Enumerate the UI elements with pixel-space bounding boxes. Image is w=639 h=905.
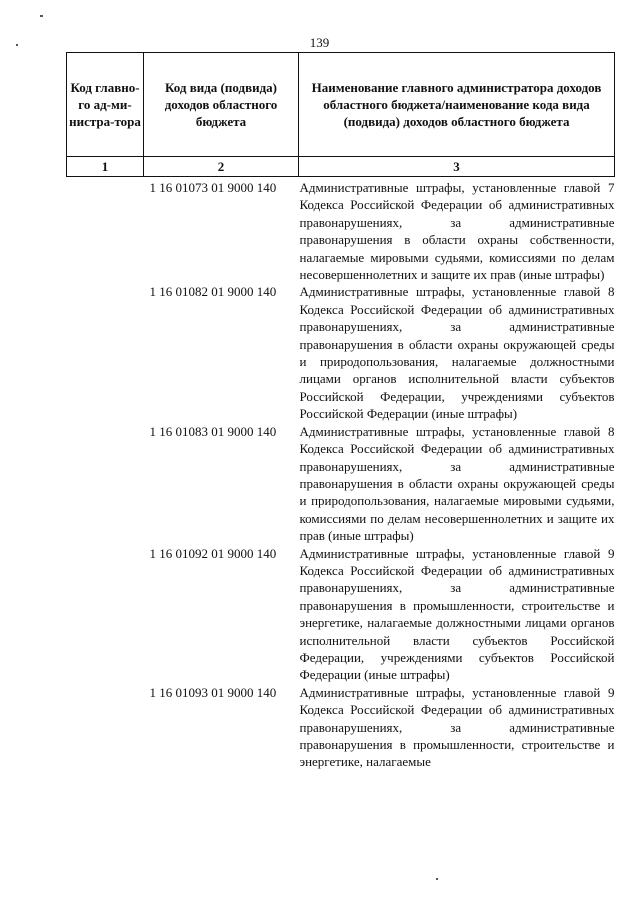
table-body (67, 177, 615, 771)
header-name: Наименование главного администратора доходов областного бюджета/наименование кода вида (подвида) доходов областного бюджета (299, 53, 615, 157)
admin-code-cell (67, 283, 144, 422)
column-number: 3 (299, 157, 615, 177)
revenue-name-cell: Административные штрафы, установленные главой 8 Кодекса Российской Федерации об административных правонарушениях, за административные правонарушения в области охраны окружающей среды и природопользования, налагаемые должностными лицами органов исполнительной власти субъектов Российской Федерации, учреждениями субъектов Российской Федерации (иные штрафы) (299, 284, 615, 422)
table-header (67, 53, 615, 177)
table-row (67, 177, 615, 284)
revenue-name-cell: Административные штрафы, установленные главой 8 Кодекса Российской Федерации об административных правонарушениях, за административные правонарушения в области охраны окружающей среды и природопользования, налагаемые мировыми судьями, комиссиями по делам несовершеннолетних и защите их прав (иные штрафы) (299, 423, 615, 544)
table-row (67, 545, 615, 684)
admin-code-cell (67, 177, 144, 284)
revenue-codes-table (66, 52, 615, 771)
revenue-code-cell: 1 16 01083 01 9000 140 (149, 423, 277, 439)
scan-speck (40, 15, 43, 17)
admin-code-cell (67, 684, 144, 771)
table-row (67, 423, 615, 545)
page-number: 139 (309, 35, 330, 50)
revenue-name-cell: Административные штрафы, установленные главой 7 Кодекса Российской Федерации об административных правонарушениях, за административные правонарушения в области охраны собственности, налагаемые мировыми судьями, комиссиями по делам несовершеннолетних и защите их прав (иные штрафы) (299, 180, 615, 283)
admin-code-cell (67, 423, 144, 545)
scan-speck (16, 44, 18, 46)
revenue-code-cell: 1 16 01093 01 9000 140 (149, 684, 277, 700)
admin-code-cell (67, 545, 144, 684)
revenue-code-cell: 1 16 01073 01 9000 140 (149, 180, 277, 195)
revenue-name-cell: Административные штрафы, установленные главой 9 Кодекса Российской Федерации об административных правонарушениях, за административные правонарушения в промышленности, строительстве и энергетике, налагаемые должностными лицами органов исполнительной власти субъектов Российской Федерации, учреждениями субъектов Российской Федерации (иные штрафы) (299, 545, 615, 683)
scan-speck (436, 878, 438, 880)
table-row (67, 684, 615, 771)
column-numbers-row (67, 157, 615, 177)
column-number: 2 (144, 157, 299, 177)
table-row (67, 283, 615, 422)
header-admin-code: Код главно-го ад-ми-нистра-тора (67, 53, 144, 157)
header-row (67, 53, 615, 157)
revenue-code-cell: 1 16 01082 01 9000 140 (149, 284, 277, 300)
revenue-name-cell: Административные штрафы, установленные главой 9 Кодекса Российской Федерации об административных правонарушениях, за административные правонарушения в промышленности, строительстве и энергетике, налагаемые (299, 684, 615, 770)
header-revenue-code: Код вида (подвида) доходов областного бюджета (144, 53, 299, 157)
column-number: 1 (67, 157, 144, 177)
revenue-code-cell: 1 16 01092 01 9000 140 (149, 545, 277, 561)
